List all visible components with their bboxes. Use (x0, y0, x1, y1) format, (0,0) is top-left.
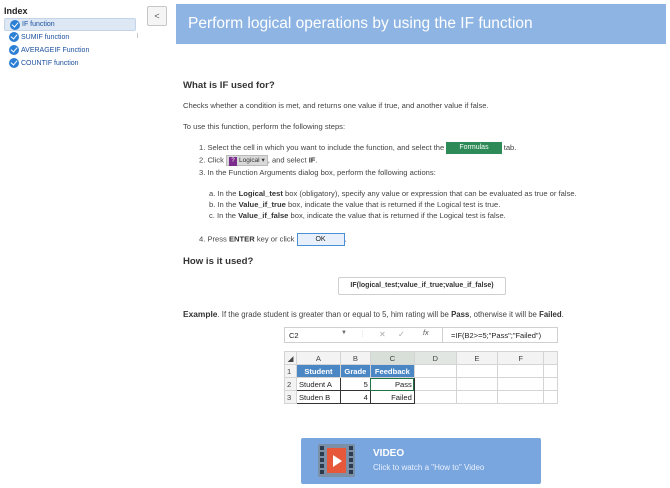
sub-a-post: box (obligatory), specify any value or expression that can be evaluated as true or false. (285, 189, 577, 198)
sub-c-post: box, indicate the value that is returned if the Logical test is false. (290, 211, 506, 220)
cell-a3: Studen B (296, 391, 340, 404)
example-mid: , otherwise it will be (469, 310, 537, 319)
index-title: Index (4, 6, 28, 16)
collapse-index-button[interactable]: < (147, 6, 167, 26)
cell-d3 (414, 391, 456, 404)
step-4-end: . (344, 234, 347, 244)
column-header: A (296, 352, 340, 365)
check-circle-icon (10, 20, 20, 30)
cell-g1 (544, 365, 558, 378)
column-header: F (498, 352, 544, 365)
cell-f3 (498, 391, 544, 404)
page-banner (176, 4, 666, 44)
step-1-end: tab. (503, 143, 517, 152)
video-title: VIDEO (373, 448, 405, 459)
sub-step-a (209, 189, 577, 198)
spreadsheet-example (284, 327, 558, 405)
sub-b-pre: b. In the (209, 200, 237, 209)
sub-a-bold: Logical_test (238, 189, 283, 198)
logical-label: Logical (239, 157, 260, 164)
index-item-averageif-function[interactable] (4, 44, 142, 57)
step-2-mid: , and select (267, 155, 307, 165)
cell-d2 (414, 378, 456, 391)
fx-icon: fx (423, 330, 429, 337)
row-header: 3 (285, 391, 297, 404)
cancel-icon: ✕ (379, 330, 386, 339)
sheet-grid (284, 351, 558, 404)
steps-intro: To use this function, perform the following steps: (183, 122, 346, 131)
formulas-tab-pill: Formulas (446, 142, 501, 154)
index-item-label: IF function (22, 21, 55, 28)
check-circle-icon (9, 32, 19, 42)
cell-b1: Grade (340, 365, 370, 378)
example-pass: Pass (451, 310, 470, 319)
cell-a1: Student (296, 365, 340, 378)
sub-b-post: box, indicate the value that is returned if the Logical test is true. (287, 200, 501, 209)
sub-step-c (209, 211, 506, 220)
sub-step-b (209, 200, 500, 209)
index-item-label: COUNTIF function (21, 60, 79, 67)
corner-cell: ◢ (285, 352, 297, 365)
syntax-box: IF(logical_test;value_if_true;value_if_false) (338, 277, 506, 295)
column-header: D (414, 352, 456, 365)
section-heading-how: How is it used? (183, 256, 254, 267)
column-header (544, 352, 558, 365)
sub-a-pre: a. In the (209, 189, 237, 198)
formula-bar (284, 327, 558, 343)
cell-g2 (544, 378, 558, 391)
formula-text: =IF(B2>=5;"Pass";"Failed") (451, 331, 542, 340)
section-heading-what: What is IF used for? (183, 80, 275, 91)
chevron-down-icon: ▼ (341, 330, 347, 336)
step-1 (199, 142, 516, 154)
sub-b-bold: Value_if_true (238, 200, 286, 209)
intro-text: Checks whether a condition is met, and returns one value if true, and another value if false. (183, 101, 489, 110)
index-item-label: AVERAGEIF Function (21, 47, 90, 54)
cell-f2 (498, 378, 544, 391)
ok-button-pill: OK (297, 233, 345, 246)
watch-video-button[interactable] (301, 438, 541, 484)
formula-divider (442, 328, 443, 342)
index-panel (4, 6, 142, 70)
example-label: Example (183, 309, 218, 319)
cell-b2: 5 (340, 378, 370, 391)
example-fail: Failed (539, 310, 562, 319)
step-3: 3. In the Function Arguments dialog box, perform the following actions: (199, 168, 436, 177)
page-title: Perform logical operations by using the IF function (188, 15, 533, 32)
video-subtitle: Click to watch a "How to" Video (373, 463, 485, 472)
sub-c-pre: c. In the (209, 211, 237, 220)
cell-c1: Feedback (370, 365, 414, 378)
step-2-text: 2. Click (199, 155, 224, 165)
cell-d1 (414, 365, 456, 378)
step-4-mid: key or click (256, 234, 295, 244)
logical-icon: ? (229, 157, 237, 166)
step-2-bold: IF (308, 155, 316, 165)
index-item-if-function[interactable] (4, 18, 136, 31)
separator-icon: ⋮ (359, 331, 366, 338)
row-header: 2 (285, 378, 297, 391)
name-box: C2 (289, 331, 299, 340)
cell-b3: 4 (340, 391, 370, 404)
row-header: 1 (285, 365, 297, 378)
confirm-icon: ✓ (398, 330, 405, 339)
cell-g3 (544, 391, 558, 404)
logical-button-pill: ? Logical ▾ (226, 155, 268, 166)
step-2: 2. Click ? Logical ▾ , and select IF. (199, 155, 318, 165)
cell-f1 (498, 365, 544, 378)
check-circle-icon (9, 58, 19, 68)
column-header: B (340, 352, 370, 365)
column-header: E (456, 352, 498, 365)
example-pre: . If the grade student is greater than or equal to 5, him rating will be (217, 310, 449, 319)
example-text (183, 309, 564, 319)
sub-c-bold: Value_if_false (238, 211, 289, 220)
cell-e2 (456, 378, 498, 391)
example-end: . (561, 310, 564, 319)
step-4-pre: 4. Press (199, 234, 227, 244)
check-circle-icon (9, 45, 19, 55)
index-item-countif-function[interactable] (4, 57, 142, 70)
scroll-marker (137, 33, 138, 38)
column-header: C (370, 352, 414, 365)
step-4-bold: ENTER (228, 234, 255, 244)
index-item-label: SUMIF function (21, 34, 70, 41)
cell-c2: Pass (370, 378, 414, 391)
film-play-icon (318, 444, 355, 477)
step-4 (199, 233, 347, 246)
step-1-text: 1. Select the cell in which you want to include the function, and select the (199, 143, 445, 152)
cell-a2: Student A (296, 378, 340, 391)
cell-c3: Failed (370, 391, 414, 404)
cell-e3 (456, 391, 498, 404)
cell-e1 (456, 365, 498, 378)
index-item-sumif-function[interactable] (4, 31, 142, 44)
